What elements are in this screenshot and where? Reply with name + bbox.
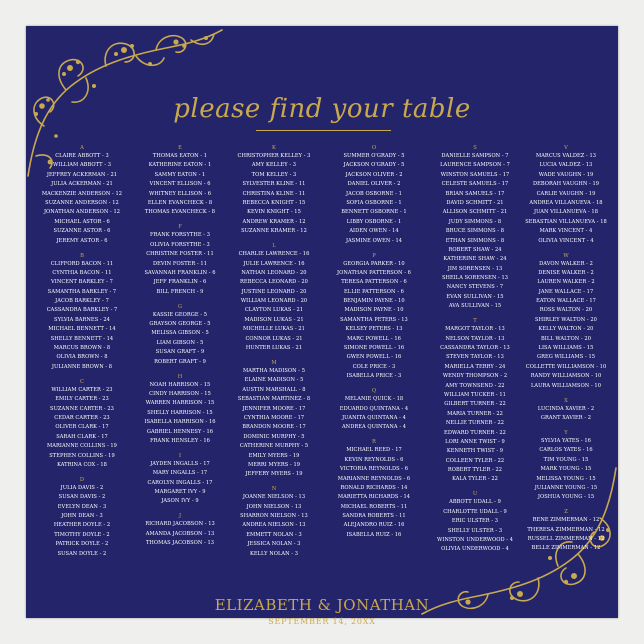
guest-entry: SHARRON NIELSON - 13 [240, 513, 308, 520]
guest-entry: JEFF FRANKLIN - 6 [153, 279, 207, 286]
guest-entry: ANDREA QUINTANA - 4 [341, 424, 407, 431]
letter-group [516, 252, 616, 391]
guest-entry: MARIELLA TERRY - 24 [444, 363, 506, 370]
guest-entry: WILLIAM LEONARD - 20 [240, 298, 308, 305]
guest-entry: JASON IVY - 9 [161, 498, 199, 505]
guest-entry: NELLIE TURNER - 22 [445, 420, 505, 427]
guest-entry: AMANDA JACOBSON - 13 [145, 530, 215, 537]
guest-entry: ISABELLA PRICE - 3 [346, 373, 402, 380]
guest-entry: FRANK HENSLEY - 16 [150, 437, 210, 444]
group-letter: V [564, 145, 568, 151]
guest-entry: SUSAN DOYLE - 2 [57, 550, 107, 557]
guest-entry: LIAM GIBSON - 5 [156, 339, 204, 346]
guest-entry: GWEN POWELL - 16 [346, 354, 402, 361]
guest-entry: EVAN SULLIVAN - 15 [446, 293, 504, 300]
guest-entry: NELSON TAYLOR - 13 [445, 335, 505, 342]
guest-entry: JUAN VILLANUEVA - 18 [534, 209, 598, 216]
guest-entry: SOFIA OSBORNE - 1 [346, 199, 402, 206]
guest-entry: CHRISTINE FOSTER - 11 [146, 251, 214, 258]
guest-entry: JAYDEN INGALLS - 17 [150, 460, 210, 467]
guest-entry: CASSANDRA TAYLOR - 13 [440, 345, 510, 352]
guest-entry: RUSSELL ZIMMERMAN - 12 [527, 536, 605, 543]
letter-group [324, 144, 424, 246]
guest-entry: BILL WALTON - 20 [540, 335, 592, 342]
guest-entry: DENISE WALKER - 2 [538, 269, 594, 276]
guest-entry: SUSAN GRAFT - 9 [155, 349, 205, 356]
guest-entry: SUSAN DAVIS - 2 [58, 494, 106, 501]
guest-entry: THOMAS EVANCHECK - 8 [144, 209, 216, 216]
guest-entry: BRIAN SAMUELS - 17 [445, 190, 505, 197]
guest-entry: SHIRLEY WALTON - 20 [535, 316, 597, 323]
guest-entry: THOMAS JACOBSON - 13 [145, 540, 215, 547]
guest-entry: MARCUS VALDEZ - 13 [535, 153, 597, 159]
guest-entry: LUCINDA XAVIER - 2 [537, 405, 595, 412]
guest-entry: SHELLY HARRISON - 15 [147, 409, 213, 416]
guest-entry: FRANK FORSYTHE - 3 [150, 232, 210, 239]
guest-entry: MICHELLE LUKAS - 21 [243, 326, 305, 333]
guest-entry: EDWARD TURNER - 22 [444, 429, 506, 436]
guest-entry: MARGARET IVY - 9 [154, 489, 206, 496]
guest-entry: MARTHA MADISON - 5 [243, 368, 305, 374]
guest-entry: WILLIAM ABBOTT - 3 [53, 162, 111, 169]
guest-entry: ETHAN SIMMONS - 8 [445, 237, 505, 244]
guest-entry: BRANDON MOORE - 17 [242, 424, 306, 431]
guest-entry: JASMINE OWEN - 14 [345, 237, 403, 244]
guest-entry: JOANNE NIELSON - 13 [242, 494, 306, 501]
guest-entry: WILLIAM CARTER - 23 [51, 386, 113, 393]
guest-entry: COLE PRICE - 3 [352, 363, 396, 370]
letter-group [425, 144, 525, 312]
guest-entry: AVA SULLIVAN - 15 [448, 303, 502, 310]
guest-entry: DEVIN FOSTER - 11 [152, 260, 207, 267]
guest-entry: LAURA WILLIAMSON - 10 [530, 382, 602, 389]
guest-entry: MACKENZIE ANDERSON - 12 [41, 190, 123, 197]
guest-entry: KELLY NOLAN - 3 [249, 550, 299, 557]
group-letter: M [271, 360, 277, 366]
guest-entry: JEFFERY MYERS - 19 [245, 471, 303, 478]
guest-entry: ROBERT GRAFT - 9 [154, 358, 206, 365]
guest-entry: CEDAR CARTER - 23 [54, 414, 110, 421]
guest-entry: LIBBY OSBORNE - 1 [346, 218, 402, 225]
guest-entry: GABRIEL HENNESY - 16 [146, 428, 214, 435]
group-letter: U [472, 491, 478, 498]
guest-entry: EMILY CARTER - 23 [55, 396, 109, 403]
guest-entry: BELLE ZIMMERMAN - 12 [531, 545, 601, 552]
guest-entry: WARREN HARRISON - 15 [145, 400, 215, 407]
guest-entry: JULIE LAWRENCE - 16 [243, 260, 305, 267]
letter-group [32, 144, 132, 246]
guest-entry: BILL FRENCH - 9 [156, 288, 204, 295]
guest-entry: CYNTHIA BACON - 11 [52, 269, 112, 276]
guest-entry: DAVID SCHMITT - 21 [446, 199, 504, 206]
guest-entry: LAURENCE SAMPSON - 7 [440, 162, 510, 169]
guest-entry: JOHN NIELSON - 13 [246, 503, 302, 510]
group-letter: W [563, 252, 569, 259]
guest-entry: GEORGIA PARKER - 10 [343, 260, 405, 267]
page-title: please find your table [173, 94, 471, 124]
guest-entry: JACOB OSBORNE - 1 [346, 190, 402, 197]
guest-entry: MARC POWELL - 16 [347, 335, 401, 342]
guest-entry: JESSICA NOLAN - 3 [247, 541, 301, 548]
guest-entry: STEVEN TAYLOR - 13 [446, 354, 504, 361]
guest-entry: EVELYN DEAN - 3 [57, 503, 107, 510]
guest-entry: BENJAMIN PAYNE - 10 [343, 298, 405, 305]
guest-entry: CATHERINE MURPHY - 5 [239, 443, 309, 450]
group-letter: Y [564, 429, 568, 436]
guest-entry: WADE VAUGHN - 19 [538, 171, 594, 178]
guest-entry: HEATHER DOYLE - 2 [53, 522, 111, 529]
guest-entry: JUSTINE LEONARD - 20 [241, 288, 307, 295]
guest-entry: THERESA ZIMMERMAN - 12 [527, 526, 605, 533]
group-letter: Q [371, 388, 377, 395]
guest-entry: JONATHAN PATTERSON - 6 [337, 269, 411, 276]
guest-entry: MARY INGALLS - 17 [152, 470, 208, 477]
letter-group [224, 144, 324, 237]
guest-entry: KEVIN KNIGHT - 15 [247, 209, 301, 216]
guest-entry: JENNIFER MOORE - 17 [242, 405, 306, 412]
guest-entry: KASSIE GEORGE - 5 [152, 311, 208, 318]
guest-entry: OLIVIA BROWN - 8 [56, 354, 108, 361]
letter-group [130, 452, 230, 507]
guest-entry: KATHERINE SHAW - 24 [443, 256, 507, 263]
letter-group [516, 144, 616, 246]
guest-entry: CELESTE SAMUELS - 17 [441, 181, 509, 188]
group-letter: G [177, 303, 183, 310]
group-letter: S [473, 145, 477, 151]
guest-entry: CONNOR LUKAS - 21 [245, 335, 303, 342]
guest-entry: COLLEEN TYLER - 22 [445, 457, 505, 464]
guest-entry: ELLEN EVANCHECK - 8 [147, 199, 213, 206]
guest-entry: SIMONE POWELL - 16 [343, 345, 405, 352]
letter-group [425, 490, 525, 554]
guest-entry: CLIFFORD BACON - 11 [50, 260, 114, 267]
letter-group [516, 397, 616, 424]
guest-entry: REBECCA KNIGHT - 15 [242, 199, 306, 206]
guest-entry: CLAIRE ABBOTT - 3 [55, 153, 109, 159]
guest-entry: GRANT XAVIER - 2 [540, 414, 592, 421]
guest-entry: MELISSA YOUNG - 15 [536, 475, 596, 482]
letter-group [425, 317, 525, 485]
guest-entry: MICHAEL ROBERTS - 11 [340, 503, 408, 510]
group-letter: K [272, 145, 276, 151]
guest-entry: ABBOTT UDALL - 9 [449, 499, 501, 506]
guest-entry: ERIC ULSTER - 3 [451, 518, 499, 525]
guest-entry: JULIA DAVIS - 2 [60, 484, 104, 491]
group-letter: P [372, 252, 376, 259]
guest-entry: SAVANNAH FRANKLIN - 6 [144, 269, 216, 276]
guest-entry: MARIA TURNER - 22 [447, 410, 503, 417]
letter-group [32, 378, 132, 471]
guest-entry: EMILY MYERS - 19 [248, 452, 300, 459]
letter-group [224, 359, 324, 480]
guest-entry: SUZANNE ANDERSON - 12 [45, 199, 119, 206]
guest-entry: SYLVIA BARNES - 24 [54, 316, 110, 323]
group-letter: Z [564, 509, 568, 516]
guest-entry: WHITNEY ELLISON - 6 [148, 190, 211, 197]
guest-entry: SANDRA ROBERTS - 11 [342, 513, 406, 520]
name-column [224, 144, 324, 565]
guest-entry: JEFFREY ACKERMAN - 21 [46, 171, 118, 178]
guest-entry: THOMAS EATON - 1 [152, 153, 208, 159]
guest-entry: JACKSON O'GRADY - 5 [343, 162, 405, 169]
guest-entry: KATHERINE EATON - 1 [148, 162, 212, 169]
guest-entry: TIMOTHY DOYLE - 2 [54, 531, 110, 538]
name-column [32, 144, 132, 565]
guest-entry: OLIVIA UNDERWOOD - 4 [441, 546, 509, 553]
guest-entry: KEVIN REYNOLDS - 6 [344, 456, 404, 463]
guest-entry: EDUARDO QUINTANA - 4 [339, 405, 409, 412]
guest-entry: MARGOT TAYLOR - 13 [445, 326, 505, 333]
guest-entry: RENE ZIMMERMAN - 12 [532, 517, 600, 524]
title-underline [256, 130, 391, 131]
guest-entry: CAROLYN INGALLS - 17 [147, 479, 213, 486]
guest-entry: NOAH HARRISON - 15 [149, 381, 211, 388]
guest-entry: MARIANNE REYNOLDS - 6 [337, 475, 411, 482]
group-letter: O [371, 145, 377, 151]
group-letter: F [178, 224, 182, 231]
guest-entry: ANDREA VILLANUEVA - 18 [529, 199, 603, 206]
letter-group [224, 242, 324, 353]
guest-entry: SAMANTHA BARKLEY - 7 [47, 288, 117, 295]
guest-entry: JACOB BARKLEY - 7 [55, 298, 109, 305]
guest-entry: MELISSA GIBSON - 5 [151, 330, 209, 337]
guest-entry: MADISON LUKAS - 21 [244, 316, 304, 323]
guest-entry: WINSTON SAMUELS - 17 [440, 171, 510, 178]
guest-entry: CLAYTON LUKAS - 21 [244, 307, 304, 314]
guest-entry: JUANITA QUINTANA - 4 [342, 414, 406, 421]
guest-entry: RICHARD JACOBSON - 13 [145, 521, 215, 528]
guest-entry: JULIANNE BROWN - 8 [51, 363, 113, 370]
group-letter: B [80, 252, 84, 259]
guest-entry: JOHN DEAN - 3 [61, 513, 103, 520]
guest-entry: LUCIA VALDEZ - 13 [539, 162, 593, 169]
guest-entry: AMY KELLEY - 3 [251, 162, 297, 169]
guest-entry: SAMMY EATON - 1 [154, 171, 206, 178]
guest-entry: JIM SORENSEN - 13 [447, 265, 503, 272]
guest-entry: ISABELLA HARRISON - 16 [144, 419, 216, 426]
guest-entry: MARK YOUNG - 15 [540, 466, 592, 473]
guest-entry: KALA TYLER - 22 [452, 476, 498, 483]
guest-entry: SHEILA SORENSEN - 13 [441, 275, 509, 282]
group-letter: H [177, 373, 183, 380]
group-letter: C [80, 378, 84, 385]
group-letter: T [473, 318, 477, 325]
guest-entry: MERRI MYERS - 19 [247, 461, 301, 468]
guest-entry: KELLY WALTON - 20 [538, 326, 594, 333]
letter-group [130, 303, 230, 367]
guest-entry: KENNETH TWIST - 9 [446, 448, 504, 455]
guest-entry: SARAH CLARK - 17 [56, 433, 108, 440]
guest-entry: GILBERT TURNER - 22 [444, 401, 506, 408]
guest-entry: REBECCA LEONARD - 20 [240, 279, 308, 286]
letter-group [516, 429, 616, 503]
guest-entry: NANCY STEVENS - 7 [446, 284, 504, 291]
guest-entry: VINCENT ELLISON - 6 [149, 181, 211, 188]
guest-entry: KELSEY PETERS - 13 [345, 326, 403, 333]
letter-group [324, 387, 424, 433]
guest-entry: CASSANDRA BARKLEY - 7 [46, 307, 118, 314]
guest-entry: EMMETT NOLAN - 3 [246, 531, 302, 538]
guest-entry: MARIETTA RICHARDS - 14 [337, 494, 411, 501]
guest-entry: RONALD RICHARDS - 14 [340, 484, 408, 491]
guest-entry: CYNTHIA MOORE - 17 [243, 414, 305, 421]
group-letter: E [178, 145, 182, 151]
group-letter: I [178, 452, 182, 459]
group-letter: J [178, 513, 182, 520]
guest-entry: CINDY HARRISON - 15 [149, 390, 211, 397]
guest-entry: SUZANNE CARTER - 23 [50, 405, 114, 412]
guest-entry: LISA WILLIAMS - 15 [538, 345, 594, 352]
guest-entry: AUSTIN MARSHALL - 8 [242, 386, 306, 393]
guest-entry: MARIANNE COLLINS - 19 [47, 443, 117, 450]
guest-entry: JULIA ACKERMAN - 21 [51, 181, 113, 188]
guest-entry: WENDY THOMPSON - 2 [442, 373, 508, 380]
guest-entry: ALLISON SCHMITT - 21 [442, 209, 508, 216]
letter-group [130, 373, 230, 447]
guest-entry: MICHAEL REED - 17 [346, 447, 402, 454]
guest-entry: BRUCE SIMMONS - 8 [445, 228, 505, 235]
letter-group [324, 438, 424, 540]
guest-entry: ROBERT SHAW - 24 [448, 246, 502, 253]
guest-entry: SYLVIA YATES - 16 [541, 437, 591, 444]
guest-entry: AMY TOWNSEND - 22 [445, 382, 505, 389]
guest-entry: BENNETT OSBORNE - 1 [341, 209, 407, 216]
event-date: SEPTEMBER 14, 20XX [268, 617, 376, 626]
group-letter: A [80, 145, 84, 151]
guest-entry: ALEJANDRO RUIZ - 16 [343, 522, 405, 529]
guest-entry: JONATHAN ANDERSON - 12 [43, 209, 121, 216]
guest-entry: MICHAEL ASTOR - 6 [54, 218, 110, 225]
guest-entry: KATRINA COX - 18 [57, 461, 107, 468]
guest-entry: SYLVESTER KLINE - 11 [242, 181, 306, 188]
seating-chart-poster [26, 26, 618, 626]
guest-entry: TIM YOUNG - 15 [543, 456, 589, 463]
guest-entry: GRAYSON GEORGE - 5 [149, 321, 211, 328]
guest-entry: AIDEN OWEN - 14 [349, 228, 399, 235]
guest-entry: CHARLIE LAWRENCE - 16 [238, 251, 310, 258]
guest-entry: ELAINE MADISON - 5 [244, 377, 304, 384]
guest-entry: SUMMER O'GRADY - 5 [343, 153, 405, 159]
guest-entry: DOMINIC MURPHY - 5 [243, 433, 305, 440]
guest-entry: NATHAN LEONARD - 20 [241, 269, 307, 276]
guest-entry: LAUREN WALKER - 2 [537, 279, 595, 286]
guest-entry: MARK VINCENT - 4 [539, 228, 593, 235]
guest-entry: SUZANNE KRAMER - 12 [241, 228, 307, 235]
guest-entry: VINCENT BARKLEY - 7 [51, 279, 113, 286]
letter-group [130, 144, 230, 218]
letter-group [32, 252, 132, 373]
group-letter: X [564, 397, 568, 404]
guest-entry: EATON WALLACE - 17 [536, 298, 596, 305]
guest-entry: SEBASTIAN VILLANUEVA - 18 [525, 218, 607, 225]
guest-entry: DAVON WALKER - 2 [539, 260, 593, 267]
name-column [425, 144, 525, 560]
letter-group [516, 508, 616, 554]
letter-group [224, 485, 324, 559]
guest-entry: ROBERT TYLER - 22 [447, 467, 503, 474]
guest-entry: OLIVER CLARK - 17 [55, 424, 109, 431]
couple-names: ELIZABETH & JONATHAN [214, 596, 430, 614]
guest-entry: JUDY SIMMONS - 8 [448, 218, 502, 225]
guest-entry: JACKSON OLIVER - 2 [345, 171, 403, 178]
guest-entry: SEBASTIAN MARTINEZ - 8 [237, 396, 311, 403]
guest-entry: TERESA PATTERSON - 6 [341, 279, 407, 286]
guest-entry: STEPHEN COLLINS - 19 [49, 452, 115, 459]
guest-entry: CHRISTINA KLINE - 11 [242, 190, 306, 197]
guest-entry: MELANIE QUICK - 18 [344, 396, 404, 403]
guest-entry: ELLIE PATTERSON - 6 [344, 288, 404, 295]
guest-entry: JEREMY ASTOR - 6 [56, 237, 108, 244]
guest-entry: DANIELLE SAMPSON - 7 [441, 153, 509, 159]
letter-group [324, 252, 424, 382]
guest-entry: CHARLOTTE UDALL - 9 [443, 508, 507, 515]
guest-entry: MARCUS BROWN - 8 [53, 345, 111, 352]
guest-entry: MICHAEL BENNETT - 14 [48, 326, 116, 333]
guest-entry: DEBORAH VAUGHN - 19 [532, 181, 600, 188]
guest-entry: WILLIAM TUCKER - 11 [444, 391, 506, 398]
group-letter: L [272, 243, 276, 250]
guest-entry: CHRISTOPHER KELLEY - 3 [237, 153, 311, 159]
name-column [130, 144, 230, 554]
guest-entry: CARLIE VAUGHN - 19 [536, 190, 596, 197]
group-letter: N [271, 486, 277, 493]
guest-entry: SUZANNE ASTOR - 6 [53, 228, 111, 235]
guest-entry: JULIANNE YOUNG - 15 [534, 484, 598, 491]
name-column [516, 144, 616, 559]
guest-entry: ANDREA NIELSON - 13 [242, 522, 306, 529]
name-column [324, 144, 424, 546]
guest-entry: PATRICK DOYLE - 2 [55, 541, 109, 548]
guest-entry: OLIVIA VINCENT - 4 [538, 237, 594, 244]
guest-entry: ANDREW KRAMER - 12 [242, 218, 306, 225]
guest-entry: RANDY WILLIAMSON - 10 [530, 373, 602, 380]
guest-entry: ROSS WALTON - 20 [539, 307, 593, 314]
guest-entry: DANIEL OLIVER - 2 [347, 181, 401, 188]
guest-entry: SAMANTHA PETERS - 13 [340, 316, 408, 323]
guest-entry: JOSHUA YOUNG - 15 [537, 494, 595, 501]
letter-group [130, 512, 230, 548]
guest-entry: GREG WILLIAMS - 15 [536, 354, 596, 361]
guest-entry: JANE WALLACE - 17 [538, 288, 594, 295]
guest-entry: TOM KELLEY - 3 [251, 171, 297, 178]
guest-entry: HUNTER LUKAS - 21 [245, 345, 303, 352]
guest-entry: SHELLY ULSTER - 3 [447, 527, 503, 534]
group-letter: D [79, 476, 85, 483]
guest-entry: OLIVIA FORSYTHE - 3 [150, 241, 210, 248]
group-letter: R [372, 439, 376, 446]
guest-entry: LORI ANNE TWIST - 9 [445, 438, 505, 445]
guest-entry: CARLOS YATES - 16 [539, 447, 593, 454]
guest-entry: MADISON PAYNE - 10 [344, 307, 404, 314]
letter-group [32, 476, 132, 559]
letter-group [130, 223, 230, 297]
guest-entry: SHELLY BENNETT - 14 [50, 335, 114, 342]
guest-entry: ISABELLA RUIZ - 16 [346, 531, 402, 538]
guest-entry: COLLETTE WILLIAMSON - 10 [525, 363, 607, 370]
guest-entry: VICTORIA REYNOLDS - 6 [339, 466, 409, 473]
guest-entry: WINSTON UNDERWOOD - 4 [436, 537, 514, 544]
